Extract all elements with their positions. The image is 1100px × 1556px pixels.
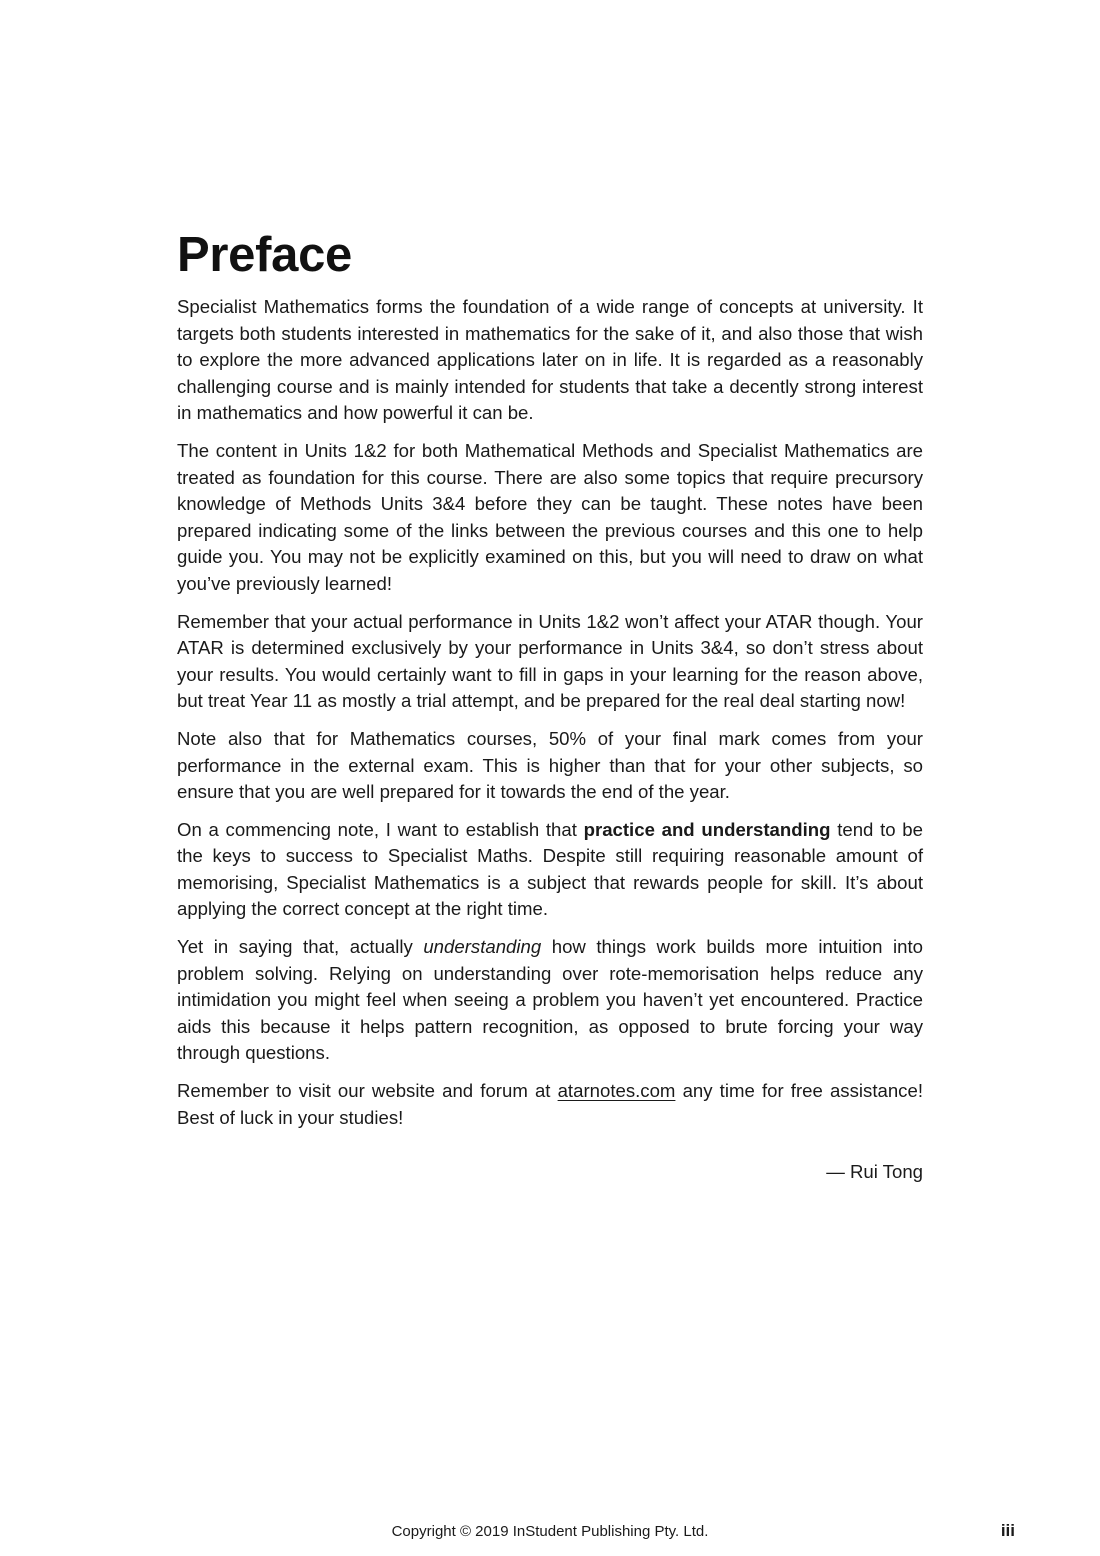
atarnotes-link[interactable]: atarnotes.com	[557, 1080, 676, 1102]
paragraph-website-text-1: Remember to visit our website and forum at	[177, 1080, 558, 1102]
paragraph-atar: Remember that your actual performance in Units 1&2 won’t affect your ATAR though. Your ATAR is determined exclusively by your performance in Units 3&4, so don’t stress about your results. You would certainly want to fill in gaps in your learning for the reason above, but treat Year 11 as mostly a trial attempt, and be prepared for the real deal starting now!	[177, 610, 923, 712]
practice-understanding-emphasis: practice and understanding	[583, 818, 831, 840]
paragraph-understanding-text-1: Yet in saying that, actually	[177, 936, 424, 958]
paragraph-website	[177, 1078, 923, 1131]
paragraph-practice-text-1: On a commencing note, I want to establish that	[177, 818, 584, 840]
paragraph-intro: Specialist Mathematics forms the foundation of a wide range of concepts at university. It targets both students interested in mathematics for the sake of it, and also those that wish to explore the more advanced applications later on in life. It is regarded as a reasonably challenging course and is mainly intended for students that take a decently strong interest in mathematics and how powerful it can be.	[177, 296, 923, 424]
paragraph-website-text-2: any time for free assistance! Best of luck in your studies!	[177, 1080, 923, 1128]
understanding-emphasis: understanding	[423, 936, 542, 958]
paragraph-practice-text-2: tend to be the keys to success to Specialist Maths. Despite still requiring reasonable amount of memorising, Specialist Mathematics is a subject that rewards people for skill. It’s about applying the correct concept at the right time.	[177, 818, 923, 920]
paragraph-content-units: The content in Units 1&2 for both Mathematical Methods and Specialist Mathematics are treated as foundation for this course. There are also some topics that require precursory knowledge of Methods Units 3&4 before they can be taught. These notes have been prepared indicating some of the links between the previous courses and this one to help guide you. You may not be explicitly examined on this, but you will need to draw on what you’ve previously learned!	[177, 439, 923, 594]
author-signature: — Rui Tong	[826, 1161, 923, 1183]
page-number: iii	[1000, 1521, 1015, 1540]
paragraph-practice	[177, 817, 923, 923]
footer-copyright: Copyright © 2019 InStudent Publishing Pty. Ltd.	[391, 1523, 709, 1540]
paragraph-understanding-text-2: how things work builds more intuition into problem solving. Relying on understanding over rote-memorisation helps reduce any intimidation you might feel when seeing a problem you haven’t yet encountered. Practice aids this because it helps pattern recognition, as opposed to brute forcing your way through questions.	[177, 936, 923, 1064]
paragraph-exam-weighting: Note also that for Mathematics courses, 50% of your final mark comes from your performance in the external exam. This is higher than that for your other subjects, so ensure that you are well prepared for it towards the end of the year.	[177, 727, 923, 803]
page-content	[177, 222, 923, 1186]
paragraph-understanding	[177, 934, 923, 1067]
page-title: Preface	[177, 228, 352, 282]
